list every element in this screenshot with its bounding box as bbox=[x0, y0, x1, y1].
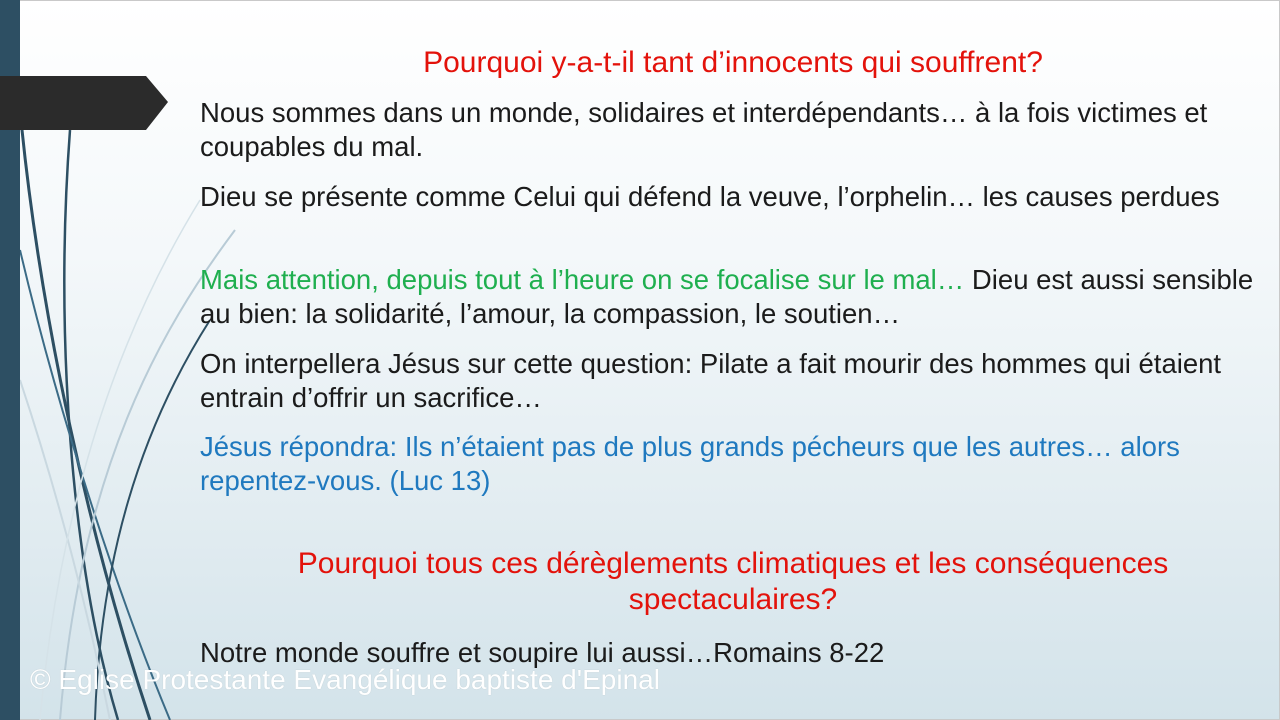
paragraph-4: On interpellera Jésus sur cette question: Pilate a fait mourir des hommes qui étaient entrain d’offrir un sacrifice… bbox=[200, 348, 1222, 413]
paragraph-3-highlight: Mais attention, depuis tout à l’heure on se focalise sur le mal… bbox=[200, 264, 965, 295]
paragraph-3 bbox=[200, 263, 1260, 331]
paragraph-3-rest: Dieu est aussi sensible au bien: la solidarité, l’amour, la compassion, le soutien… bbox=[200, 264, 1254, 329]
title-tab-arrow bbox=[0, 76, 170, 132]
paragraph-6: Notre monde souffre et soupire lui aussi…Romains 8-22 bbox=[200, 637, 885, 668]
paragraph-2: Dieu se présente comme Celui qui défend la veuve, l’orphelin… les causes perdues bbox=[200, 181, 1220, 212]
paragraph-1: Nous sommes dans un monde, solidaires et interdépendants… à la fois victimes et coupables du mal. bbox=[200, 97, 1208, 162]
slide-title-2: Pourquoi tous ces dérèglements climatiques et les conséquences spectaculaires? bbox=[297, 547, 1169, 616]
copyright-notice: © Eglise Protestante Evangélique baptiste d'Epinal bbox=[30, 664, 660, 695]
slide-title-1: Pourquoi y-a-t-il tant d’innocents qui souffrent? bbox=[423, 46, 1043, 79]
paragraph-5: Jésus répondra: Ils n’étaient pas de plus grands pécheurs que les autres… alors repentez-vous. (Luc 13) bbox=[200, 431, 1180, 496]
